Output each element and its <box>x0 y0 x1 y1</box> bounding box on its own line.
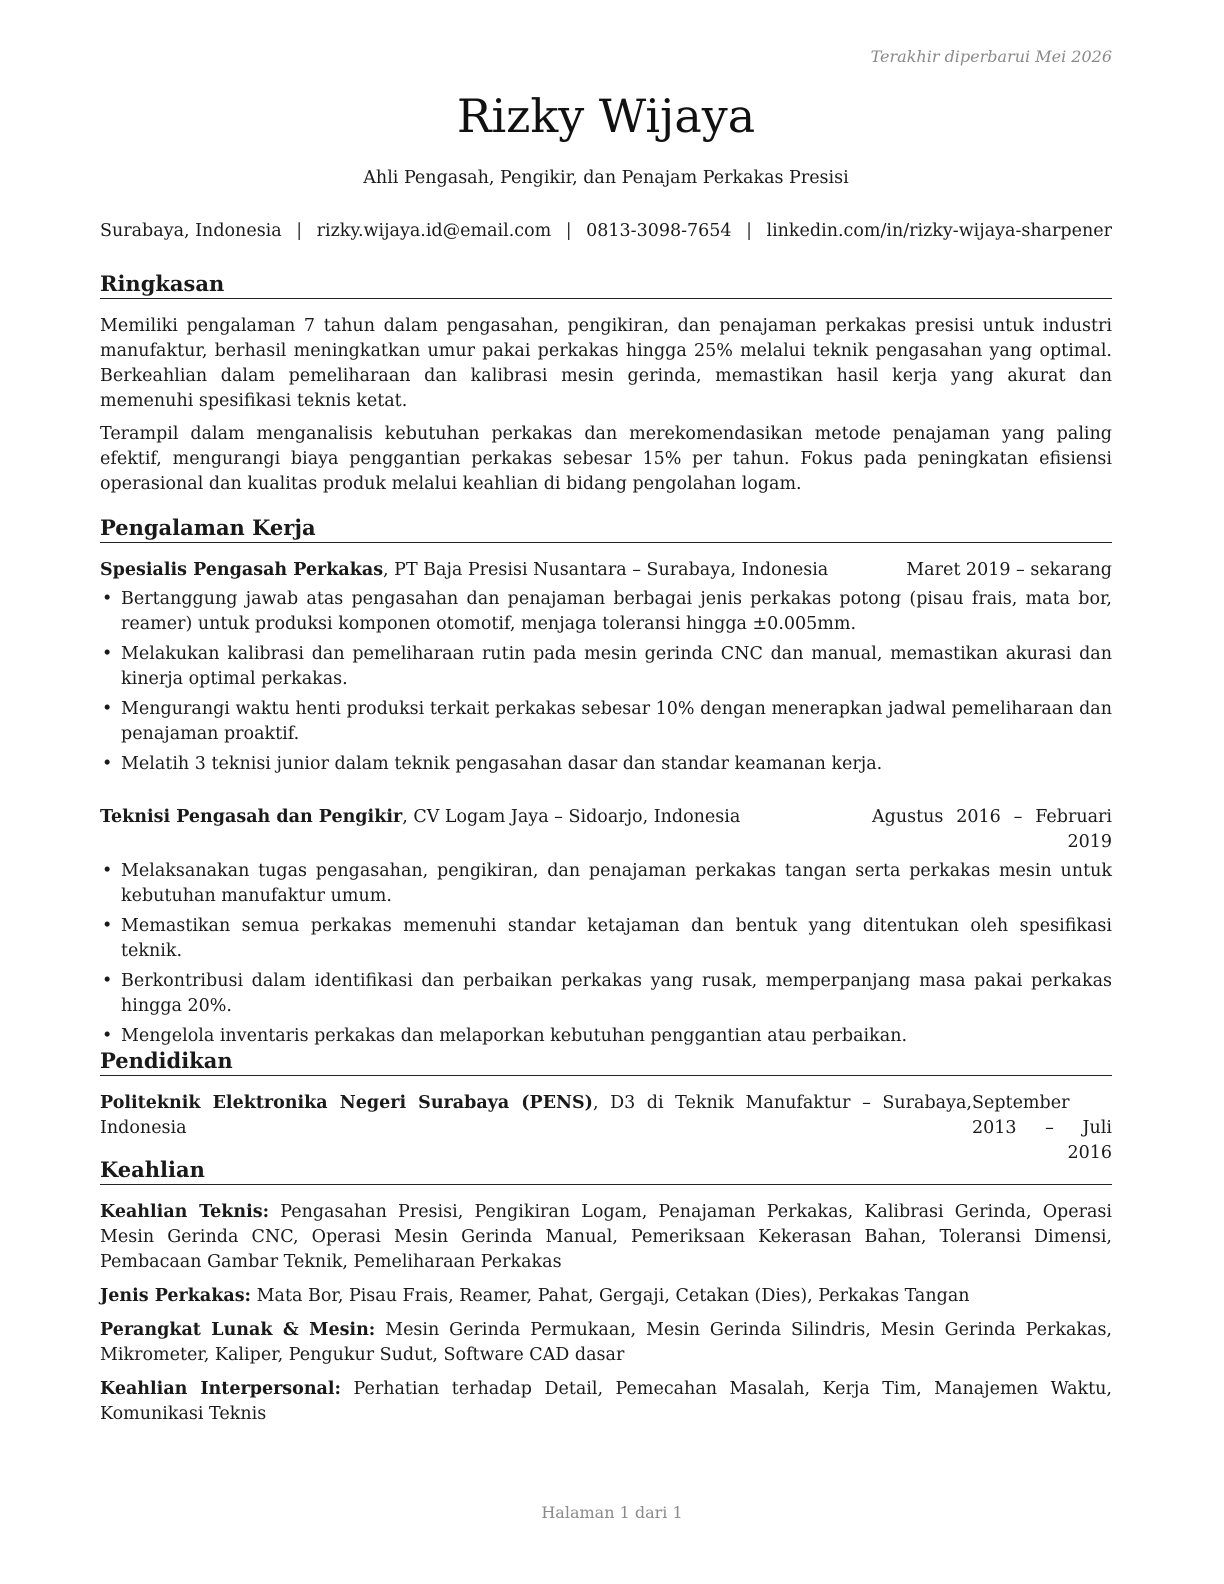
skill-group <box>100 1377 1112 1427</box>
job-company: , CV Logam Jaya – Sidoarjo, Indonesia <box>402 807 741 827</box>
last-updated: Terakhir diperbarui Mei 2026 <box>870 47 1112 66</box>
contact-separator: | <box>296 221 303 241</box>
education-dates: September 2013 – Juli 2016 <box>972 1093 1112 1163</box>
list-item: • Melatih 3 teknisi junior dalam teknik pengasahan dasar dan standar keamanan kerja. <box>102 754 883 774</box>
job-bullets <box>100 587 1112 777</box>
list-item: • Melaksanakan tugas pengasahan, pengikiran, dan penajaman perkakas tangan serta perkakas mesin untuk kebutuhan manufaktur umum. <box>102 861 1112 906</box>
job-dates: Maret 2019 – sekarang <box>906 560 1112 580</box>
job-header <box>100 558 1112 583</box>
skill-items: Mata Bor, Pisau Frais, Reamer, Pahat, Gergaji, Cetakan (Dies), Perkakas Tangan <box>256 1286 970 1306</box>
contact-separator: | <box>746 221 752 241</box>
candidate-headline: Ahli Pengasah, Pengikir, dan Penajam Perkakas Presisi <box>363 168 849 188</box>
skill-items: Pengasahan Presisi, Pengikiran Logam, Penajaman Perkakas, Kalibrasi Gerinda, Operasi Mesin Gerinda CNC, Operasi Mesin Gerinda Manual, Pemeriksaan Kekerasan Bahan, Toleransi Dimensi, Pembacaan Gambar Teknik, Pemeliharaan Perkakas <box>100 1202 1112 1272</box>
summary-section <box>100 314 1112 497</box>
job-role: Teknisi Pengasah dan Pengikir <box>100 807 403 827</box>
skill-label: Keahlian Interpersonal: <box>100 1379 342 1399</box>
section-title-education: Pendidikan <box>100 1047 1112 1076</box>
section-title-skills: Keahlian <box>100 1156 1112 1185</box>
skill-label: Keahlian Teknis: <box>100 1202 270 1222</box>
education-header <box>100 1091 1112 1166</box>
skill-items: Mesin Gerinda Permukaan, Mesin Gerinda Silindris, Mesin Gerinda Perkakas, Mikrometer, Kaliper, Pengukur Sudut, Software CAD dasar <box>100 1320 1112 1365</box>
degree-detail: , D3 di Teknik Manufaktur – Surabaya, Indonesia <box>100 1093 972 1138</box>
contact-linkedin[interactable]: linkedin.com/in/rizky-wijaya-sharpener <box>766 221 1112 241</box>
job-header <box>100 805 1112 855</box>
school-name: Politeknik Elektronika Negeri Surabaya (PENS) <box>100 1093 593 1113</box>
list-item: • Melakukan kalibrasi dan pemeliharaan rutin pada mesin gerinda CNC dan manual, memastikan akurasi dan kinerja optimal perkakas. <box>102 644 1112 689</box>
job-company: , PT Baja Presisi Nusantara – Surabaya, Indonesia <box>383 560 829 580</box>
job-bullets <box>100 859 1112 1049</box>
contact-email[interactable]: rizky.wijaya.id@email.com <box>316 221 552 241</box>
page-number: Halaman 1 dari 1 <box>541 1503 683 1522</box>
job-dates: Agustus 2016 – Februari 2019 <box>872 807 1112 852</box>
section-title-experience: Pengalaman Kerja <box>100 514 1112 543</box>
skill-group <box>100 1200 1112 1275</box>
contact-separator: | <box>565 221 572 241</box>
contact-phone: 0813-3098-7654 <box>586 221 732 241</box>
skill-group <box>100 1318 1112 1368</box>
skill-items: Perhatian terhadap Detail, Pemecahan Masalah, Kerja Tim, Manajemen Waktu, Komunikasi Teknis <box>100 1379 1112 1424</box>
list-item: • Mengurangi waktu henti produksi terkait perkakas sebesar 10% dengan menerapkan jadwal pemeliharaan dan penajaman proaktif. <box>102 699 1112 744</box>
job-entry <box>100 558 1112 782</box>
education-entry <box>100 1091 1112 1166</box>
summary-paragraph: Terampil dalam menganalisis kebutuhan perkakas dan merekomendasikan metode penajaman yang paling efektif, mengurangi biaya penggantian perkakas sebesar 15% per tahun. Fokus pada peningkatan efisiensi operasional dan kualitas produk melalui keahlian di bidang pengolahan logam. <box>100 424 1112 494</box>
skill-group <box>100 1284 1112 1309</box>
list-item: • Mengelola inventaris perkakas dan melaporkan kebutuhan penggantian atau perbaikan. <box>102 1026 908 1046</box>
candidate-name: Rizky Wijaya <box>456 89 756 143</box>
skill-label: Perangkat Lunak & Mesin: <box>100 1320 376 1340</box>
skills-section <box>100 1200 1112 1436</box>
section-title-summary: Ringkasan <box>100 270 1112 299</box>
list-item: • Berkontribusi dalam identifikasi dan perbaikan perkakas yang rusak, memperpanjang masa pakai perkakas hingga 20%. <box>102 971 1112 1016</box>
summary-paragraph: Memiliki pengalaman 7 tahun dalam pengasahan, pengikiran, dan penajaman perkakas presisi untuk industri manufaktur, berhasil meningkatkan umur pakai perkakas hingga 25% melalui teknik pengasahan yang optimal. Berkeahlian dalam pemeliharaan dan kalibrasi mesin gerinda, memastikan hasil kerja yang akurat dan memenuhi spesifikasi teknis ketat. <box>100 316 1112 411</box>
list-item: • Memastikan semua perkakas memenuhi standar ketajaman dan bentuk yang ditentukan oleh spesifikasi teknik. <box>102 916 1112 961</box>
skill-label: Jenis Perkakas: <box>100 1286 252 1306</box>
list-item: • Bertanggung jawab atas pengasahan dan penajaman berbagai jenis perkakas potong (pisau frais, mata bor, reamer) untuk produksi komponen otomotif, menjaga toleransi hingga ±0.005mm. <box>102 589 1112 634</box>
job-role: Spesialis Pengasah Perkakas <box>100 560 384 580</box>
job-entry <box>100 805 1112 1054</box>
contact-line <box>100 219 1112 244</box>
contact-location: Surabaya, Indonesia <box>100 221 282 241</box>
